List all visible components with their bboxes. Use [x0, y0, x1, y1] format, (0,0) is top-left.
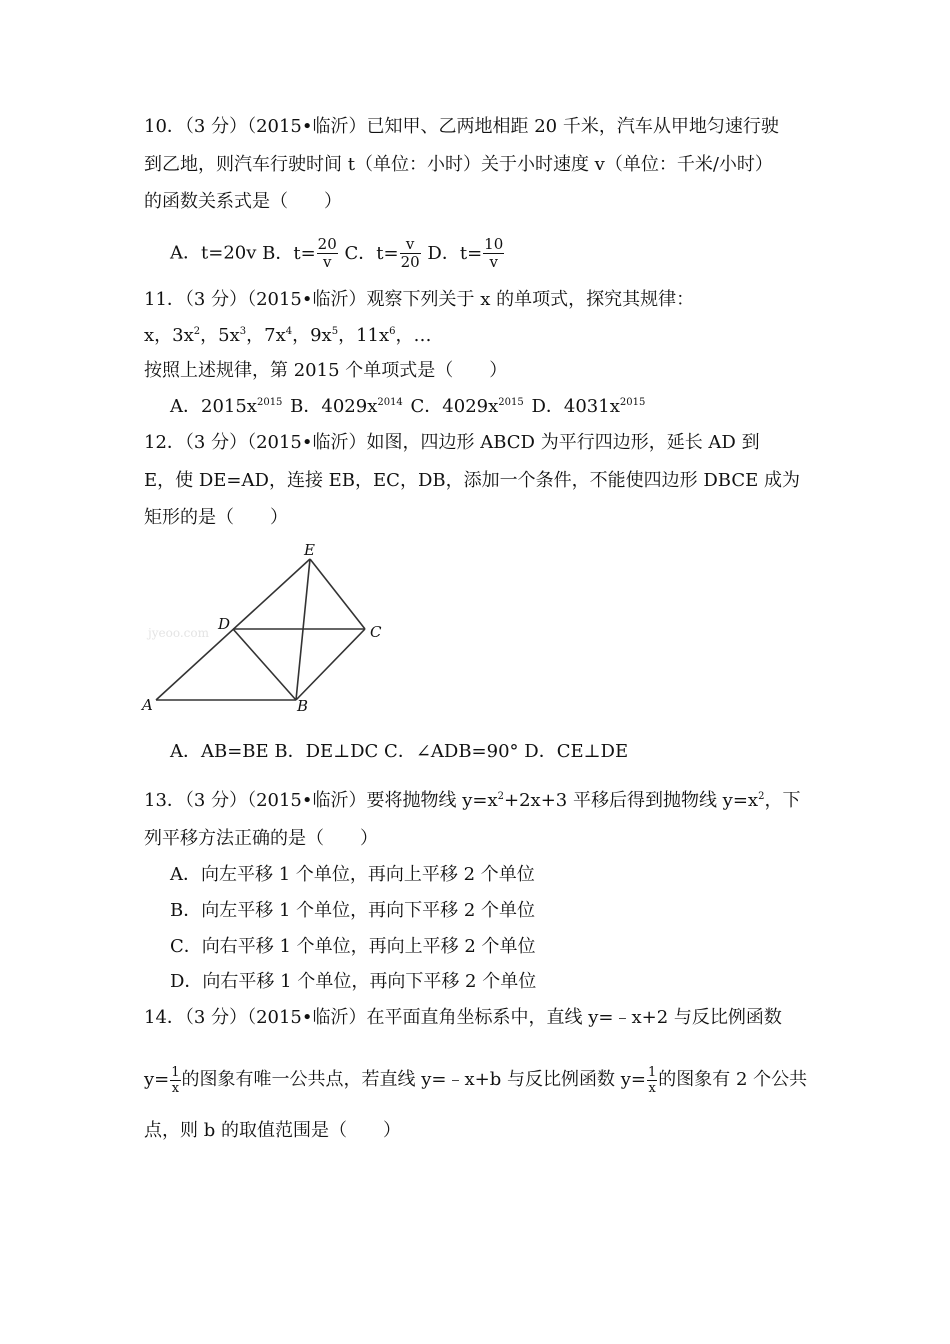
q10-line-2: 到乙地，则汽车行驶时间 t（单位：小时）关于小时速度 v（单位：千米/小时） [144, 154, 773, 175]
q11-term: x， [144, 325, 173, 346]
q11-term: $3x^2$， [172, 325, 219, 346]
q10-option-c: C．t= $\frac{v}{20}$ [344, 235, 420, 271]
q10-line-3: 的函数关系式是（ ） [144, 191, 342, 212]
q10-option-b: B．t= $\frac{20}{v}$ [262, 235, 337, 271]
q13-option-b: B．向左平移 1 个单位，再向下平移 2 个单位 [170, 900, 536, 921]
q11-option-b: B．$4029x^{2014}$ [290, 396, 403, 417]
q11-line-1: 11．（3 分）（2015•临沂）观察下列关于 x 的单项式，探究其规律： [144, 289, 695, 310]
q14-line-1: 14．（3 分）（2015•临沂）在平面直角坐标系中，直线 y=﹣x+2 与反比例函数 [144, 1007, 782, 1028]
label-a: A [142, 696, 153, 714]
figure-watermark: jyeoo.com [148, 626, 209, 640]
label-b: B [297, 697, 309, 715]
q13-option-c: C．向右平移 1 个单位，再向上平移 2 个单位 [170, 936, 536, 957]
q13-line-1: 13．（3 分）（2015•临沂）要将抛物线 $y=x^2+2x+3$ 平移后得到抛物线 $y=x^2$，下 [144, 790, 801, 811]
q14-line-2: y= $\frac{1}{x}$ 的图象有唯一公共点，若直线 y=﹣x+b 与反比例函数 y= $\frac{1}{x}$ 的图象有 2 个公共 [144, 1064, 808, 1096]
q13-line-2: 列平移方法正确的是（ ） [144, 828, 378, 849]
label-c: C [370, 623, 382, 641]
label-d: D [218, 615, 231, 633]
q11-sequence [144, 323, 432, 349]
q11-term: $7x^4$， [264, 325, 311, 346]
q11-line-3: 按照上述规律，第 2015 个单项式是（ ） [144, 360, 508, 381]
parallelogram-figure [140, 538, 400, 720]
q12-line-3: 矩形的是（ ） [144, 507, 288, 528]
segment-db [233, 629, 296, 700]
fraction-1-over-x: $\frac{1}{x}$ [171, 1064, 180, 1096]
segment-ec [310, 559, 365, 629]
q10-option-d: D．t= $\frac{10}{v}$ [427, 235, 504, 271]
q13-option-a: A．向左平移 1 个单位，再向上平移 2 个单位 [170, 864, 535, 885]
q12-line-1: 12．（3 分）（2015•临沂）如图，四边形 ABCD 为平行四边形，延长 AD 到 [144, 432, 760, 453]
q12-options: A．AB=BE B．DE⊥DC C．∠ADB=90° D．CE⊥DE [170, 741, 629, 762]
q11-option-d: D．$4031x^{2015}$ [531, 396, 646, 417]
q11-option-c: C．$4029x^{2015}$ [410, 396, 524, 417]
q13-option-d: D．向右平移 1 个单位，再向下平移 2 个单位 [170, 971, 537, 992]
q14-line-3: 点，则 b 的取值范围是（ ） [144, 1120, 401, 1141]
q11-term: $11x^6$，… [356, 325, 432, 346]
q11-term: $5x^3$， [218, 325, 265, 346]
segment-bc [296, 629, 365, 700]
q11-options [170, 394, 647, 420]
q10-line-1: 10．（3 分）（2015•临沂）已知甲、乙两地相距 20 千米，汽车从甲地匀速行驶 [144, 116, 779, 137]
q10-options [170, 236, 505, 271]
q11-term: $9x^5$， [310, 325, 357, 346]
q11-option-a: A．$2015x^{2015}$ [170, 396, 283, 417]
label-e: E [304, 541, 315, 559]
q12-line-2: E，使 DE=AD，连接 EB，EC，DB，添加一个条件，不能使四边形 DBCE 成为 [144, 470, 800, 491]
q10-option-a: A．t=20v [170, 242, 257, 264]
fraction-1-over-x: $\frac{1}{x}$ [647, 1064, 657, 1096]
